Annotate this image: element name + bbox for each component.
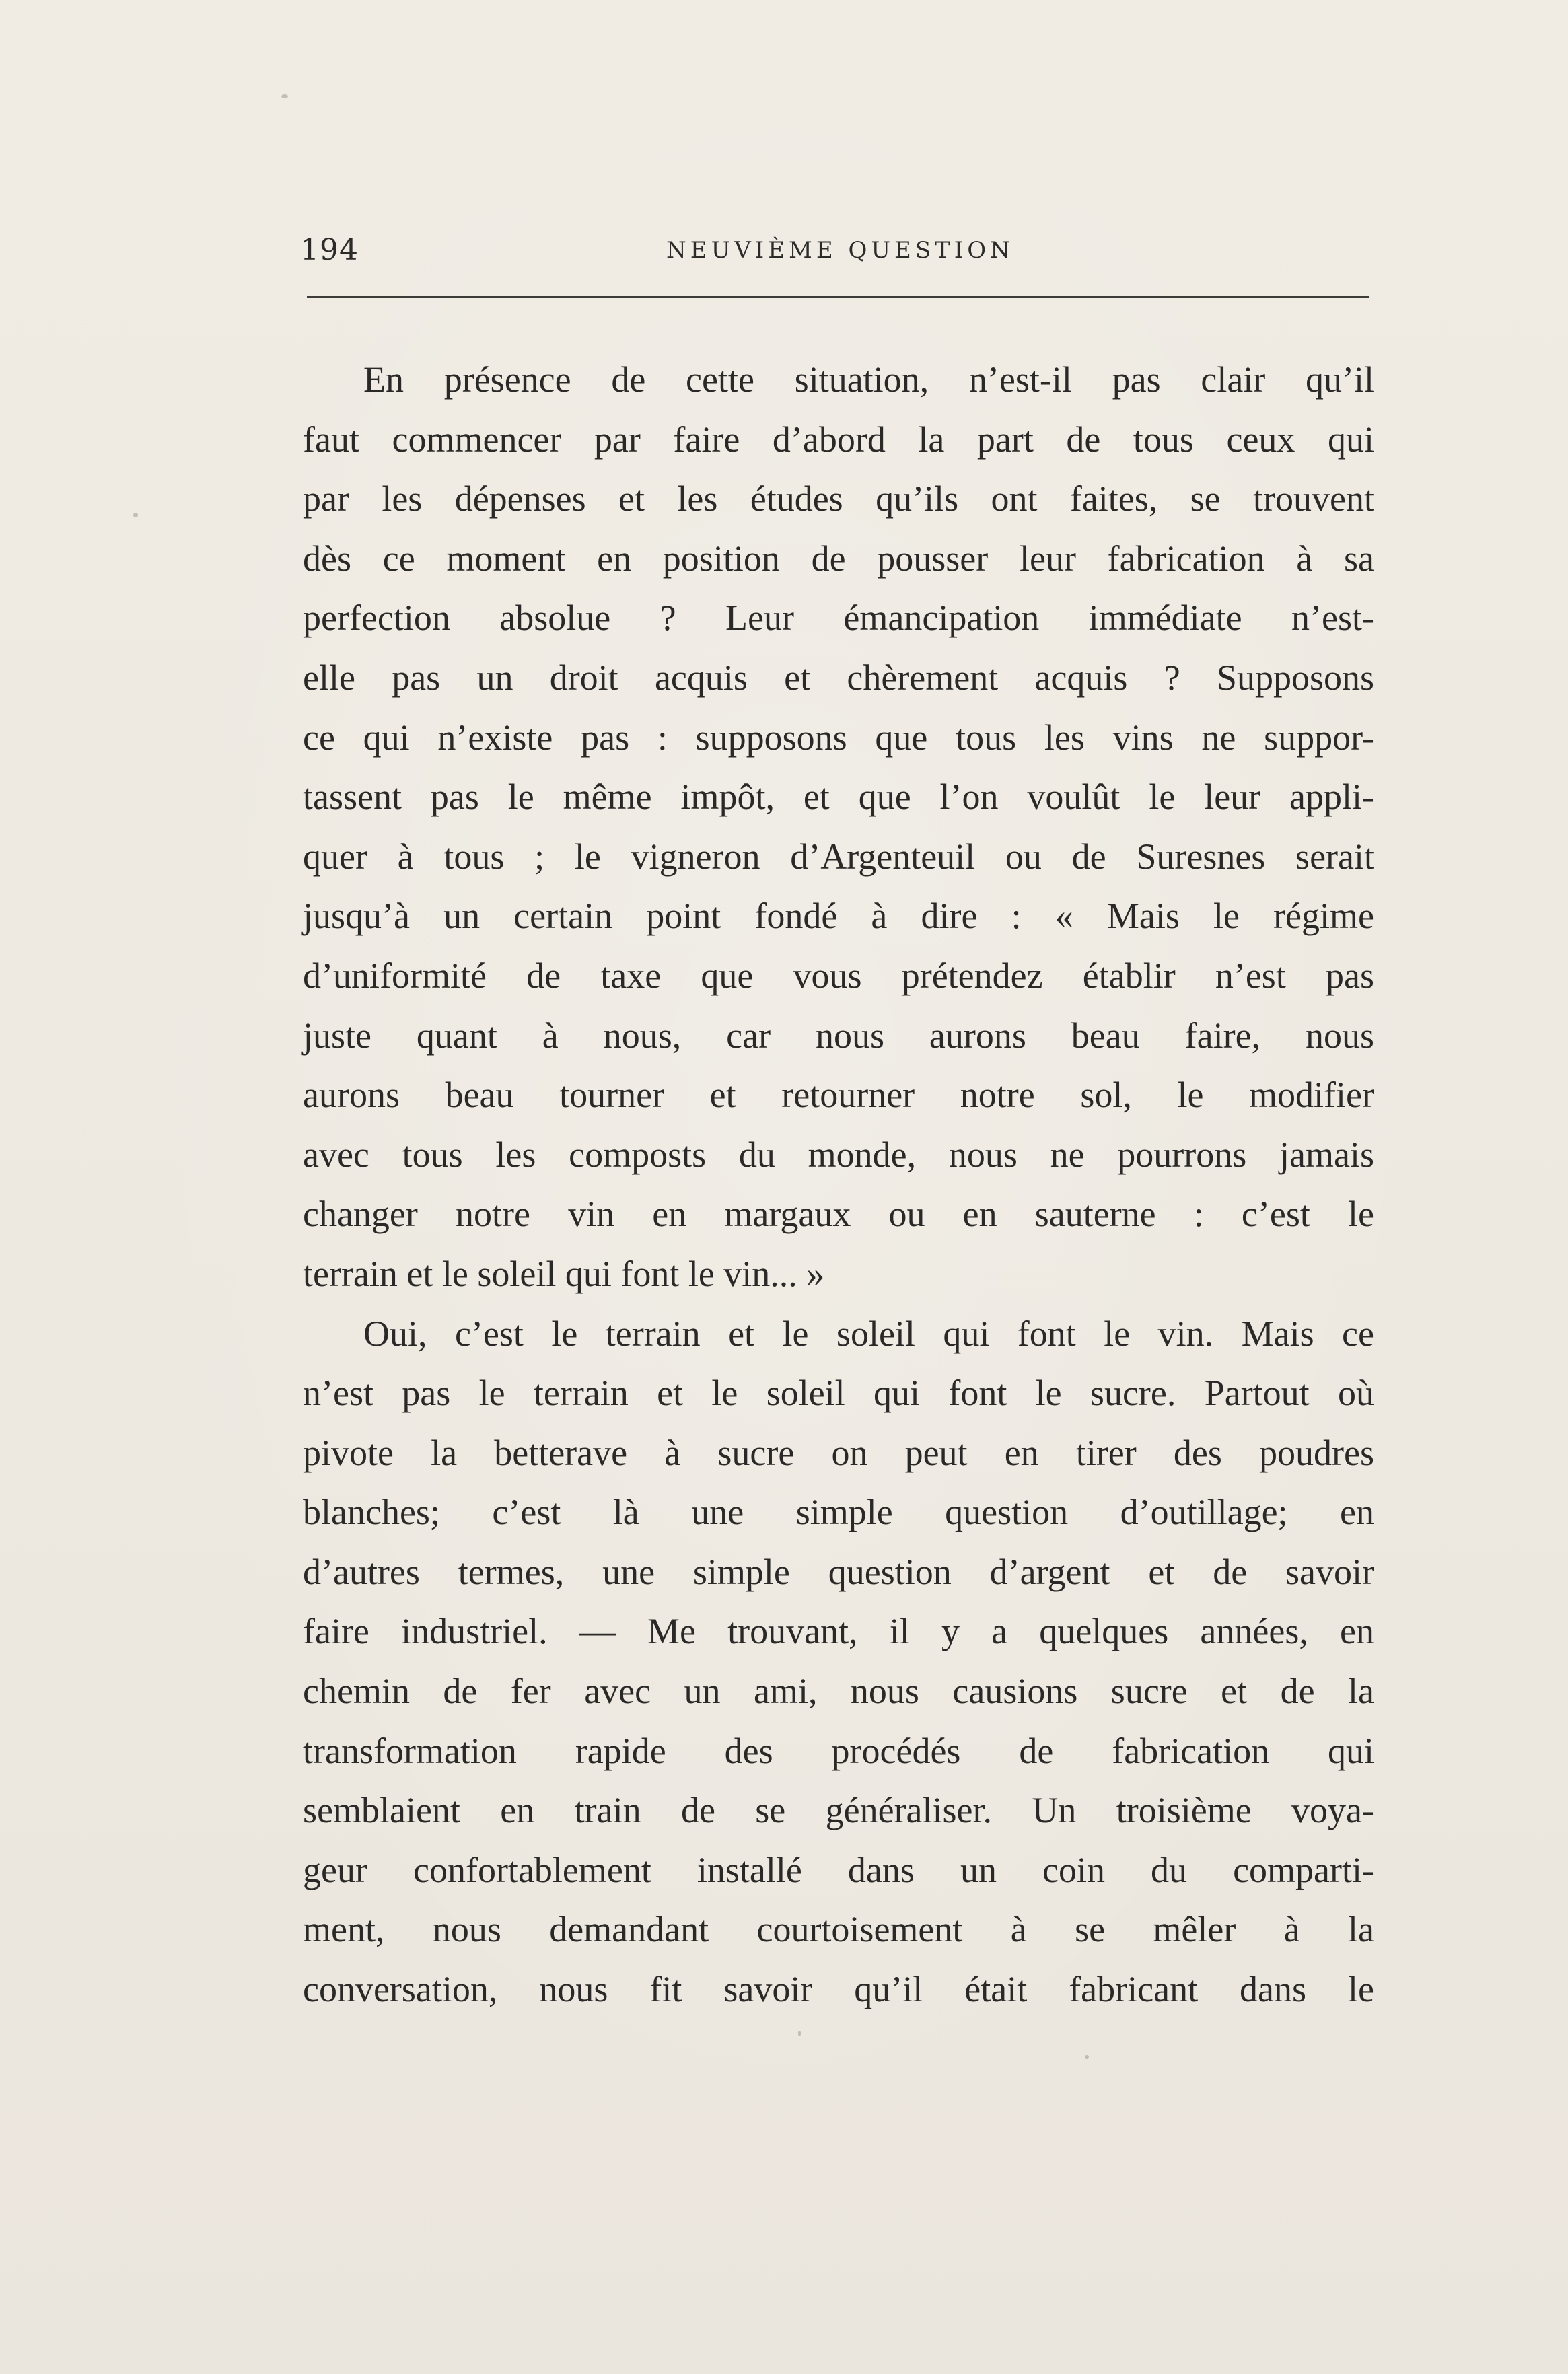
text-line: changer notre vin en margaux ou en sauterne : c’est le: [303, 1194, 1374, 1235]
text-line: conversation, nous fit savoir qu’il était fabricant dans le: [303, 1969, 1374, 2010]
text-line: n’est pas le terrain et le soleil qui font le sucre. Partout où: [303, 1373, 1374, 1414]
text-line: terrain et le soleil qui font le vin... »: [303, 1253, 825, 1294]
text-line: juste quant à nous, car nous aurons beau faire, nous: [303, 1015, 1374, 1056]
page-header: [300, 230, 1373, 271]
text-line: Oui, c’est le terrain et le soleil qui font le vin. Mais ce: [363, 1313, 1374, 1354]
paper-speck: [281, 94, 288, 98]
text-line: chemin de fer avec un ami, nous causions sucre et de la: [303, 1671, 1374, 1712]
text-line: faut commencer par faire d’abord la part de tous ceux qui: [303, 419, 1374, 460]
text-line: par les dépenses et les études qu’ils ont faites, se trouvent: [303, 478, 1374, 519]
text-line: quer à tous ; le vigneron d’Argenteuil ou de Suresnes serait: [303, 836, 1374, 877]
header-rule: [307, 296, 1369, 298]
text-line: En présence de cette situation, n’est-il pas clair qu’il: [363, 359, 1374, 400]
paper-speck: [1085, 2055, 1089, 2059]
text-line: pivote la betterave à sucre on peut en tirer des poudres: [303, 1432, 1374, 1473]
text-line: jusqu’à un certain point fondé à dire : « Mais le régime: [303, 896, 1374, 937]
page-number: 194: [300, 233, 359, 267]
text-line: d’autres termes, une simple question d’argent et de savoir: [303, 1551, 1374, 1592]
text-line: ce qui n’existe pas : supposons que tous les vins ne suppor-: [303, 717, 1374, 758]
text-line: avec tous les composts du monde, nous ne pourrons jamais: [303, 1134, 1374, 1175]
text-line: blanches; c’est là une simple question d’outillage; en: [303, 1492, 1374, 1533]
running-head: NEUVIÈME QUESTION: [666, 237, 1014, 264]
text-line: ment, nous demandant courtoisement à se mêler à la: [303, 1909, 1374, 1950]
text-line: dès ce moment en position de pousser leur fabrication à sa: [303, 538, 1374, 579]
body-text: [303, 350, 1374, 2019]
text-line: geur confortablement installé dans un coin du comparti-: [303, 1849, 1374, 1890]
text-line: d’uniformité de taxe que vous prétendez établir n’est pas: [303, 955, 1374, 996]
text-line: perfection absolue ? Leur émancipation immédiate n’est-: [303, 598, 1374, 639]
paper-speck: [798, 2031, 801, 2036]
text-line: faire industriel. — Me trouvant, il y a quelques années, en: [303, 1611, 1374, 1652]
text-line: aurons beau tourner et retourner notre sol, le modifier: [303, 1075, 1374, 1116]
text-line: semblaient en train de se généraliser. Un troisième voya-: [303, 1790, 1374, 1831]
paper-speck: [133, 513, 138, 517]
text-line: transformation rapide des procédés de fabrication qui: [303, 1730, 1374, 1771]
text-line: elle pas un droit acquis et chèrement acquis ? Supposons: [303, 657, 1374, 698]
text-line: tassent pas le même impôt, et que l’on voulût le leur appli-: [303, 777, 1374, 818]
